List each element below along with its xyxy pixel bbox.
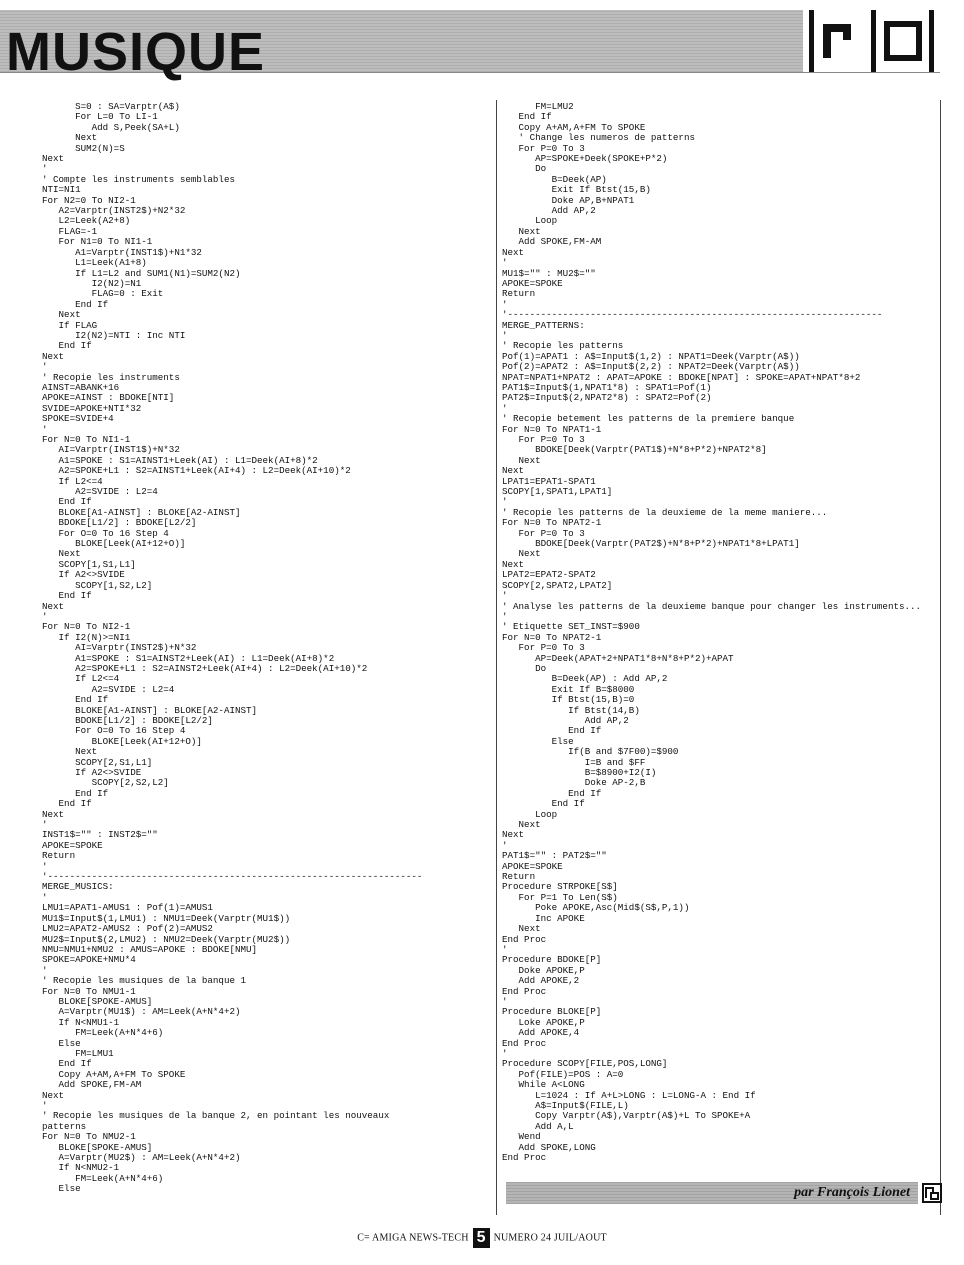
code-column-left bbox=[42, 102, 490, 1195]
code-line: APOKE=SPOKE bbox=[42, 839, 103, 851]
code-line: Next bbox=[42, 309, 81, 321]
code-line: I2(N2)=NTI : Inc NTI bbox=[42, 329, 186, 341]
code-line: '-------------------------------------------------------------------- bbox=[502, 309, 883, 321]
code-line: Copy A+AM,A+FM To SPOKE bbox=[502, 121, 646, 133]
code-line: Next bbox=[502, 548, 541, 560]
code-line: For N=0 To NPAT2-1 bbox=[502, 517, 602, 529]
code-line: L2=Leek(A2+8) bbox=[42, 215, 131, 227]
code-line: If Btst(15,B)=0 bbox=[502, 694, 635, 706]
code-line: LMU1=APAT1-AMUS1 : Pof(1)=AMUS1 bbox=[42, 902, 213, 914]
code-line: ' bbox=[502, 298, 508, 310]
code-line: APOKE=AINST : BDOKE[NTI] bbox=[42, 392, 175, 404]
code-line: MU1$=Input$(1,LMU1) : NMU1=Deek(Varptr(MU1$)) bbox=[42, 912, 291, 924]
code-line: End If bbox=[42, 340, 92, 352]
code-line: ' bbox=[42, 819, 48, 831]
code-line: A$=Input$(FILE,L) bbox=[502, 1100, 629, 1111]
code-line: LPAT2=EPAT2-SPAT2 bbox=[502, 569, 596, 581]
code-line: Procedure STRPOKE[S$] bbox=[502, 881, 618, 893]
code-line: ' Recopie les instruments bbox=[42, 371, 180, 383]
code-line: MU2$=Input$(2,LMU2) : NMU2=Deek(Varptr(MU2$)) bbox=[42, 933, 291, 945]
code-line: LPAT1=EPAT1-SPAT1 bbox=[502, 475, 596, 487]
code-line: Pof(2)=APAT2 : A$=Input$(2,2) : NPAT2=Deek(Varptr(A$)) bbox=[502, 361, 800, 373]
code-line: For N=0 To NI1-1 bbox=[42, 434, 131, 445]
code-line: APOKE=SPOKE bbox=[502, 277, 563, 289]
code-line: A1=SPOKE : S1=AINST1+Leek(AI) : L1=Deek(AI+8)*2 bbox=[42, 454, 318, 466]
code-line: ' bbox=[42, 423, 48, 435]
code-line: ' bbox=[502, 329, 508, 341]
code-line: Return bbox=[42, 850, 76, 862]
code-line: ' bbox=[502, 943, 508, 955]
code-line: PAT1$="" : PAT2$="" bbox=[502, 850, 607, 862]
code-line: Next bbox=[502, 819, 541, 831]
code-line: FM=Leek(A+N*4+6) bbox=[42, 1027, 164, 1039]
code-line: ' bbox=[42, 163, 48, 175]
code-line: Wend bbox=[502, 1131, 541, 1143]
code-line: ' Recopie les patterns de la deuxieme de la meme maniere... bbox=[502, 506, 828, 518]
right-margin-rule bbox=[940, 100, 941, 1215]
code-line: patterns bbox=[42, 1120, 87, 1132]
code-line: NTI=NI1 bbox=[42, 184, 81, 196]
code-line: ' bbox=[502, 610, 508, 622]
code-line: AP=Deek(APAT+2+NPAT1*8+N*8+P*2)+APAT bbox=[502, 652, 734, 664]
code-line: ' bbox=[502, 496, 508, 508]
code-line: SUM2(N)=S bbox=[42, 142, 125, 154]
code-line: Next bbox=[502, 923, 541, 935]
section-logo-icon bbox=[803, 10, 940, 72]
code-line: Add A,L bbox=[502, 1120, 574, 1132]
byline-bar bbox=[506, 1182, 918, 1204]
code-line: INST1$="" : INST2$="" bbox=[42, 829, 158, 841]
code-line: A=Varptr(MU1$) : AM=Leek(A+N*4+2) bbox=[42, 1006, 241, 1018]
code-line: SCOPY[2,S1,L1] bbox=[42, 756, 153, 768]
code-line: AI=Varptr(INST1$)+N*32 bbox=[42, 444, 180, 456]
code-line: '-------------------------------------------------------------------- bbox=[42, 871, 423, 883]
code-line: BLOKE[SPOKE-AMUS] bbox=[42, 1141, 153, 1153]
code-line: End If bbox=[42, 496, 92, 508]
code-line: For P=0 To 3 bbox=[502, 527, 585, 539]
code-line: B=Deek(AP) bbox=[502, 173, 607, 185]
code-line: If FLAG bbox=[42, 319, 98, 331]
code-line: For N=0 To NMU1-1 bbox=[42, 985, 136, 997]
code-line: ' bbox=[502, 839, 508, 851]
code-line: Procedure SCOPY[FILE,POS,LONG] bbox=[502, 1058, 668, 1070]
code-line: FM=Leek(A+N*4+6) bbox=[42, 1172, 164, 1184]
code-line: Loop bbox=[502, 215, 558, 227]
code-line: FLAG=-1 bbox=[42, 225, 98, 237]
code-line: Else bbox=[42, 1183, 81, 1195]
page-number: 5 bbox=[473, 1228, 490, 1248]
code-line: For O=0 To 16 Step 4 bbox=[42, 527, 169, 539]
code-line: ' Compte les instruments semblables bbox=[42, 173, 235, 185]
code-line: Next bbox=[42, 746, 98, 758]
code-line: Next bbox=[42, 600, 65, 612]
code-line: Poke APOKE,Asc(Mid$(S$,P,1)) bbox=[502, 902, 690, 914]
code-line: ' bbox=[502, 402, 508, 414]
code-line: Next bbox=[42, 132, 98, 144]
code-line: AI=Varptr(INST2$)+N*32 bbox=[42, 642, 197, 654]
code-line: Next bbox=[42, 153, 65, 165]
code-line: NPAT=NPAT1+NPAT2 : APAT=APOKE : BDOKE[NPAT] : SPOKE=APAT+NPAT*8+2 bbox=[502, 371, 861, 383]
code-line: Next bbox=[502, 225, 541, 237]
code-line: For P=1 To Len(S$) bbox=[502, 891, 618, 903]
code-line: End If bbox=[42, 694, 109, 706]
code-line: ' bbox=[42, 891, 48, 903]
code-line: B=$8900+I2(I) bbox=[502, 767, 657, 778]
code-line: For N=0 To NPAT2-1 bbox=[502, 631, 602, 643]
code-line: If A2<>SVIDE bbox=[42, 767, 142, 778]
code-line: Do bbox=[502, 662, 547, 674]
code-line: End If bbox=[42, 798, 92, 810]
code-line: If(B and $7F00)=$900 bbox=[502, 746, 679, 758]
code-line: FLAG=0 : Exit bbox=[42, 288, 164, 300]
code-line: Next bbox=[502, 558, 525, 570]
code-line: NMU=NMU1+NMU2 : AMUS=APOKE : BDOKE[NMU] bbox=[42, 943, 258, 955]
code-line: A=Varptr(MU2$) : AM=Leek(A+N*4+2) bbox=[42, 1152, 241, 1164]
code-line: For O=0 To 16 Step 4 bbox=[42, 725, 186, 737]
code-line: Do bbox=[502, 163, 547, 175]
code-line: If N<NMU2-1 bbox=[42, 1162, 120, 1174]
code-line: Else bbox=[42, 1037, 81, 1049]
code-line: For P=0 To 3 bbox=[502, 142, 585, 154]
code-line: MERGE_MUSICS: bbox=[42, 881, 114, 893]
code-line: Next bbox=[502, 454, 541, 466]
code-line: Doke AP,B+NPAT1 bbox=[502, 194, 635, 206]
code-line: For N2=0 To NI2-1 bbox=[42, 194, 136, 206]
code-line: If L1=L2 and SUM1(N1)=SUM2(N2) bbox=[42, 267, 241, 279]
code-line: End Proc bbox=[502, 1152, 547, 1164]
column-divider bbox=[496, 100, 497, 1215]
code-line: A2=SPOKE+L1 : S2=AINST2+Leek(AI+4) : L2=Deek(AI+10)*2 bbox=[42, 662, 368, 674]
code-line: Doke AP-2,B bbox=[502, 777, 646, 789]
code-line: For N=0 To NPAT1-1 bbox=[502, 423, 602, 435]
code-line: Next bbox=[42, 1089, 65, 1101]
code-line: AP=SPOKE+Deek(SPOKE+P*2) bbox=[502, 153, 668, 165]
code-line: If A2<>SVIDE bbox=[42, 569, 125, 581]
code-line: SCOPY[2,S2,L2] bbox=[42, 777, 169, 789]
code-line: Next bbox=[502, 465, 525, 477]
footer-magazine-name: C= AMIGA NEWS-TECH bbox=[357, 1232, 469, 1244]
code-line: Return bbox=[502, 871, 536, 883]
code-line: Add S,Peek(SA+L) bbox=[42, 121, 180, 133]
code-line: Add APOKE,4 bbox=[502, 1027, 580, 1039]
code-line: PAT1$=Input$(1,NPAT1*8) : SPAT1=Pof(1) bbox=[502, 381, 712, 393]
code-line: ' Recopie les patterns bbox=[502, 340, 624, 352]
code-line: For N=0 To NI2-1 bbox=[42, 621, 131, 633]
code-line: SCOPY[1,S2,L2] bbox=[42, 579, 153, 591]
code-line: Pof(FILE)=POS : A=0 bbox=[502, 1068, 624, 1080]
code-line: ' bbox=[42, 610, 48, 622]
code-line: ' Recopie les musiques de la banque 1 bbox=[42, 975, 246, 987]
code-line: A2=SVIDE : L2=4 bbox=[42, 683, 175, 695]
code-line: ' Etiquette SET_INST=$900 bbox=[502, 621, 640, 633]
code-line: End Proc bbox=[502, 1037, 547, 1049]
code-line: If L2<=4 bbox=[42, 673, 120, 685]
code-line: S=0 : SA=Varptr(A$) bbox=[42, 101, 180, 112]
code-line: Procedure BLOKE[P] bbox=[502, 1006, 602, 1018]
code-line: Pof(1)=APAT1 : A$=Input$(1,2) : NPAT1=Deek(Varptr(A$)) bbox=[502, 350, 800, 362]
code-line: SCOPY[1,S1,L1] bbox=[42, 558, 136, 570]
code-line: Add SPOKE,LONG bbox=[502, 1141, 596, 1153]
code-line: Add APOKE,2 bbox=[502, 975, 580, 987]
code-line: LMU2=APAT2-AMUS2 : Pof(2)=AMUS2 bbox=[42, 923, 213, 935]
code-line: Add SPOKE,FM-AM bbox=[42, 1079, 142, 1091]
section-title: MUSIQUE bbox=[6, 22, 266, 82]
code-line: Next bbox=[42, 548, 81, 560]
code-line: B=Deek(AP) : Add AP,2 bbox=[502, 673, 668, 685]
code-line: BDOKE[Deek(Varptr(PAT1$)+N*8+P*2)+NPAT2*8] bbox=[502, 444, 767, 456]
code-line: SCOPY[1,SPAT1,LPAT1] bbox=[502, 486, 613, 498]
code-line: A2=Varptr(INST2$)+N2*32 bbox=[42, 205, 186, 217]
code-line: End If bbox=[502, 111, 552, 123]
code-line: Exit If B=$8000 bbox=[502, 683, 635, 695]
code-line: End If bbox=[42, 590, 92, 602]
code-line: BLOKE[Leek(AI+12+O)] bbox=[42, 538, 186, 550]
code-line: BLOKE[A1-AINST] : BLOKE[A2-AINST] bbox=[42, 506, 241, 518]
code-line: ' Recopie les musiques de la banque 2, en pointant les nouveaux bbox=[42, 1110, 390, 1122]
code-line: L1=Leek(A1+8) bbox=[42, 257, 147, 269]
code-line: Next bbox=[502, 246, 525, 258]
code-line: Next bbox=[502, 829, 525, 841]
code-line: BDOKE[L1/2] : BDOKE[L2/2] bbox=[42, 517, 197, 529]
code-line: BDOKE[L1/2] : BDOKE[L2/2] bbox=[42, 714, 213, 726]
code-line: Loop bbox=[502, 808, 558, 820]
code-line: Else bbox=[502, 735, 574, 747]
code-line: End If bbox=[502, 725, 602, 737]
code-line: L=1024 : If A+L>LONG : L=LONG-A : End If bbox=[502, 1089, 756, 1101]
code-line: MU1$="" : MU2$="" bbox=[502, 267, 596, 279]
code-line: ' bbox=[502, 995, 508, 1007]
code-line: If N<NMU1-1 bbox=[42, 1016, 120, 1028]
code-line: Return bbox=[502, 288, 536, 300]
code-line: End If bbox=[42, 298, 109, 310]
code-line: BLOKE[A1-AINST] : BLOKE[A2-AINST] bbox=[42, 704, 258, 716]
author-byline: par François Lionet bbox=[794, 1185, 910, 1200]
page-footer bbox=[0, 1228, 964, 1248]
code-line: End If bbox=[42, 1058, 92, 1070]
code-line: I2(N2)=N1 bbox=[42, 277, 142, 289]
code-line: End If bbox=[502, 787, 602, 799]
code-line: Inc APOKE bbox=[502, 912, 585, 924]
code-line: If L2<=4 bbox=[42, 475, 103, 487]
code-line: While A<LONG bbox=[502, 1079, 585, 1091]
code-line: If I2(N)>=NI1 bbox=[42, 631, 131, 643]
code-line: A2=SVIDE : L2=4 bbox=[42, 486, 158, 498]
code-line: Add AP,2 bbox=[502, 714, 629, 726]
code-line: ' bbox=[502, 590, 508, 602]
code-line: ' bbox=[502, 257, 508, 269]
end-of-article-icon bbox=[922, 1183, 942, 1203]
code-line: ' bbox=[42, 361, 48, 373]
code-line: Doke APOKE,P bbox=[502, 964, 585, 976]
code-line: BLOKE[SPOKE-AMUS] bbox=[42, 995, 153, 1007]
code-line: ' Analyse les patterns de la deuxieme banque pour changer les instruments... bbox=[502, 600, 922, 612]
code-line: APOKE=SPOKE bbox=[502, 860, 563, 872]
code-line: MERGE_PATTERNS: bbox=[502, 319, 585, 331]
code-line: SPOKE=SVIDE+4 bbox=[42, 413, 114, 425]
code-line: A2=SPOKE+L1 : S2=AINST1+Leek(AI+4) : L2=Deek(AI+10)*2 bbox=[42, 465, 351, 477]
code-column-right bbox=[502, 102, 940, 1163]
code-line: End If bbox=[502, 798, 585, 810]
code-line: For P=0 To 3 bbox=[502, 434, 585, 445]
code-line: A1=SPOKE : S1=AINST2+Leek(AI) : L1=Deek(AI+8)*2 bbox=[42, 652, 335, 664]
code-line: For N=0 To NMU2-1 bbox=[42, 1131, 136, 1143]
code-line: FM=LMU1 bbox=[42, 1047, 114, 1059]
code-line: Add AP,2 bbox=[502, 205, 596, 217]
code-line: PAT2$=Input$(2,NPAT2*8) : SPAT2=Pof(2) bbox=[502, 392, 712, 404]
code-line: Exit If Btst(15,B) bbox=[502, 184, 651, 196]
code-line: ' bbox=[502, 1047, 508, 1059]
code-line: BLOKE[Leek(AI+12+O)] bbox=[42, 735, 202, 747]
code-line: SPOKE=APOKE+NMU*4 bbox=[42, 954, 136, 966]
code-line: ' Change les numeros de patterns bbox=[502, 132, 695, 144]
code-line: BDOKE[Deek(Varptr(PAT2$)+N*8+P*2)+NPAT1*8+LPAT1] bbox=[502, 538, 800, 550]
header-band bbox=[0, 10, 940, 82]
code-line: If Btst(14,B) bbox=[502, 704, 640, 716]
code-line: ' bbox=[42, 1100, 48, 1111]
code-line: SCOPY[2,SPAT2,LPAT2] bbox=[502, 579, 613, 591]
code-line: For P=0 To 3 bbox=[502, 642, 585, 654]
code-line: ' Recopie betement les patterns de la premiere banque bbox=[502, 413, 795, 425]
code-line: AINST=ABANK+16 bbox=[42, 381, 120, 393]
code-line: FM=LMU2 bbox=[502, 101, 574, 112]
code-line: End If bbox=[42, 787, 109, 799]
code-line: End Proc bbox=[502, 985, 547, 997]
code-line: Add SPOKE,FM-AM bbox=[502, 236, 602, 248]
code-line: For L=0 To LI-1 bbox=[42, 111, 158, 123]
code-line: Next bbox=[42, 808, 65, 820]
code-line: SVIDE=APOKE+NTI*32 bbox=[42, 402, 142, 414]
code-line: Loke APOKE,P bbox=[502, 1016, 585, 1028]
code-line: Copy Varptr(A$),Varptr(A$)+L To SPOKE+A bbox=[502, 1110, 751, 1122]
code-line: For N1=0 To NI1-1 bbox=[42, 236, 153, 248]
code-line: ' bbox=[42, 860, 48, 872]
code-line: ' bbox=[42, 964, 48, 976]
code-line: Procedure BDOKE[P] bbox=[502, 954, 602, 966]
code-line: Next bbox=[42, 350, 65, 362]
footer-issue: NUMERO 24 JUIL/AOUT bbox=[493, 1232, 607, 1244]
code-line: Copy A+AM,A+FM To SPOKE bbox=[42, 1068, 186, 1080]
code-line: I=B and $FF bbox=[502, 756, 646, 768]
code-line: A1=Varptr(INST1$)+N1*32 bbox=[42, 246, 202, 258]
code-line: End Proc bbox=[502, 933, 547, 945]
